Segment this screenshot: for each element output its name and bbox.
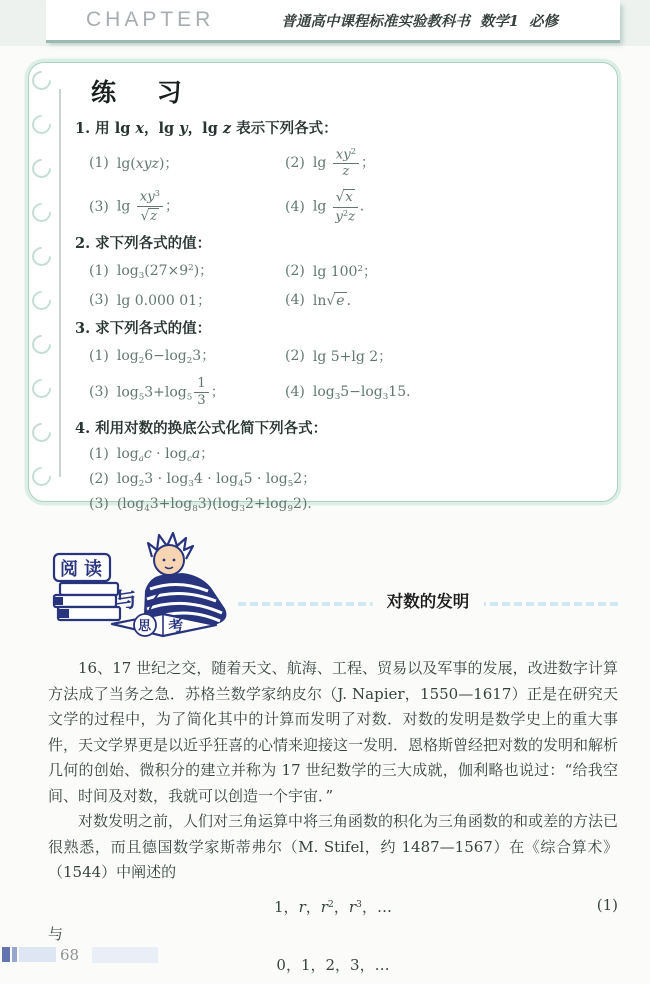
reading-think-cartoon-icon xyxy=(48,528,238,648)
reading-section-header xyxy=(48,528,618,648)
item-label: (1) xyxy=(89,445,109,462)
item-label: (3) xyxy=(89,495,109,512)
exercise-box xyxy=(28,62,618,515)
formula-1-tag: (1) xyxy=(596,895,618,914)
problem-1 xyxy=(75,117,601,229)
binder-ring-icon xyxy=(28,67,55,94)
item-row xyxy=(75,256,601,285)
problem-stem-text: 求下列各式的值： xyxy=(95,320,212,337)
book-series: 普通高中课程标准实验教科书 xyxy=(281,12,470,30)
badge-char-read1: 阅 xyxy=(60,559,78,580)
problem-number: 3. xyxy=(75,320,91,337)
paragraph-1: 16、17 世纪之交，随着天文、航海、工程、贸易以及军事的发展，改进数字计算方法成了当务之急．苏格兰数学家纳皮尔（J. Napier，1550—1617）正是在研究天文学的过程中，为了简化其中的计算而发明了对数．对数的发明是数学史上的重大事件，天文学界更是以近乎狂喜的心情来迎接这一发明．恩格斯曾经把对数的发明和解析几何的创始、微积分的建立并称为 17 世纪数学的三大成就，伽利略也说过：“给我空间、时间及对数，我就可以创造一个宇宙．” xyxy=(48,659,619,805)
item-row xyxy=(75,341,601,370)
exercise-item xyxy=(285,261,601,281)
item-row xyxy=(75,466,601,491)
exercise-item xyxy=(89,153,285,173)
binder-ring-icon xyxy=(28,375,55,402)
footer-accent-bar xyxy=(92,947,158,963)
item-label: (1) xyxy=(89,262,109,279)
exercise-item xyxy=(285,346,601,366)
formula-2: 0，1，2，3，… xyxy=(276,955,390,974)
problem-stem xyxy=(75,232,601,254)
item-label: (4) xyxy=(285,199,305,215)
item-formula: lg 5+lg 2； xyxy=(312,348,393,365)
exercise-item xyxy=(285,381,601,402)
item-formula: lg $\frac{xy^2}{z}$ ； xyxy=(312,145,375,180)
item-formula: lg 0.000 01； xyxy=(116,292,212,309)
item-label: (2) xyxy=(285,155,305,171)
exercise-item xyxy=(285,290,601,310)
item-formula: $\log_3(27\times 9^2)$； xyxy=(116,262,214,282)
header-band xyxy=(46,0,620,40)
binder-ring-icon xyxy=(28,419,55,446)
footer-accent-bar xyxy=(19,947,56,962)
page-number: 68 xyxy=(60,946,80,964)
item-formula: lg $\frac{xy^3}{√ z}$ ； xyxy=(116,188,179,224)
item-formula: $\log_53+\log_5$ $\frac{1}{3}$ ； xyxy=(116,375,225,408)
problem-number: 1. xyxy=(75,120,91,137)
page-footer xyxy=(0,946,650,964)
connector-row xyxy=(48,922,618,946)
item-row xyxy=(75,285,601,314)
item-label: (2) xyxy=(285,262,305,279)
item-label: (3) xyxy=(89,384,109,400)
item-label: (3) xyxy=(89,199,109,215)
book-info xyxy=(271,10,558,31)
badge-char-read2: 读 xyxy=(84,559,102,580)
problem-stem xyxy=(75,417,601,439)
book-edition: 必修 xyxy=(529,12,558,30)
binder-ring-icon xyxy=(28,331,55,358)
item-label: (2) xyxy=(285,347,305,364)
exercise-title: 练 习 xyxy=(91,78,198,107)
binder-ring-icon xyxy=(28,463,55,490)
badge-char-think1: 思 xyxy=(138,619,152,634)
binder-ring-icon xyxy=(28,199,55,226)
item-formula: lg(xyz)； xyxy=(116,156,179,172)
item-formula: $(\log_43+\log_83)(\log_32+\log_92)$． xyxy=(116,495,322,515)
problem-3 xyxy=(75,317,601,414)
item-formula: $\log_23 \cdot \log_34 \cdot \log_45 \cdot \log_52$； xyxy=(116,470,317,490)
problem-stem-text: 利用对数的换底公式化简下列各式： xyxy=(95,420,328,437)
exercise-item xyxy=(89,377,285,408)
badge-char-and: 与 xyxy=(113,586,139,615)
formula-1: 1，r，$r^2$，$r^3$，… xyxy=(274,897,392,916)
section-title-area xyxy=(238,528,618,648)
exercise-item xyxy=(285,189,601,224)
footer-accent-bar xyxy=(12,947,17,962)
page-header xyxy=(0,0,650,46)
item-formula: $\log_ac \cdot \log_ca$； xyxy=(116,445,215,465)
formula-1-row xyxy=(48,892,618,920)
problem-stem xyxy=(75,117,601,139)
exercise-item xyxy=(89,290,285,310)
item-label: (4) xyxy=(285,291,305,308)
exercise-item xyxy=(89,493,601,514)
exercise-item xyxy=(89,260,285,281)
paragraph-2: 对数发明之前，人们对三角运算中将三角函数的积化为三角函数的和或差的方法已很熟悉，而且德国数学家斯蒂弗尔（M. Stifel，约 1487—1567）在《综合算术》（1544）中阐述的 xyxy=(48,812,619,881)
item-label: (2) xyxy=(89,470,109,487)
problem-stem xyxy=(75,317,601,339)
footer-accent-bar xyxy=(2,947,10,962)
binder-ring-icon xyxy=(28,155,55,182)
exercise-item xyxy=(89,443,601,464)
margin-rule xyxy=(59,89,61,477)
item-formula: $\log_26-\log_23$； xyxy=(116,347,216,367)
problem-stem-text: 求下列各式的值： xyxy=(95,235,212,252)
exercise-item xyxy=(89,345,285,366)
item-formula: $\lg 100^2$； xyxy=(312,263,377,280)
item-label: (1) xyxy=(89,155,109,171)
item-row xyxy=(75,141,601,185)
item-row xyxy=(75,491,601,516)
problem-2 xyxy=(75,232,601,314)
item-row xyxy=(75,441,601,466)
section-title: 对数的发明 xyxy=(373,588,484,612)
chapter-label: CHAPTER xyxy=(86,8,215,31)
item-formula: ln√ e ． xyxy=(312,292,361,309)
problem-stem-text: 用 lg x，lg y，lg z 表示下列各式： xyxy=(95,120,338,137)
item-row xyxy=(75,185,601,229)
book-subject: 数学1 xyxy=(479,12,519,30)
exercise-item xyxy=(89,189,285,224)
binder-ring-icon xyxy=(28,287,55,314)
binder-ring-icon xyxy=(28,243,55,270)
exercise-item xyxy=(285,147,601,179)
item-row xyxy=(75,370,601,414)
item-label: (1) xyxy=(89,347,109,364)
badge-char-think2: 考 xyxy=(167,616,185,636)
exercise-item xyxy=(89,468,601,489)
item-label: (3) xyxy=(89,291,109,308)
connector-text: 与 xyxy=(48,924,64,943)
problem-4 xyxy=(75,417,601,516)
item-formula: lg $\frac{√ x}{y^2z}$ ． xyxy=(312,190,374,225)
problem-number: 4. xyxy=(75,420,91,437)
binder-ring-icon xyxy=(28,111,55,138)
reading-body xyxy=(48,656,618,886)
item-label: (4) xyxy=(285,384,305,400)
item-formula: $\log_35-\log_315$． xyxy=(312,384,421,403)
problem-number: 2. xyxy=(75,235,91,252)
